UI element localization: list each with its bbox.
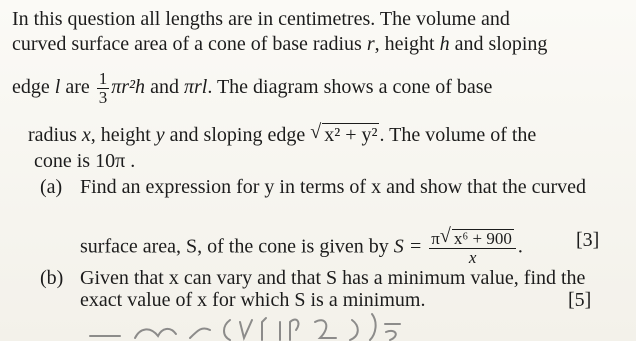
- part-b-marks: [5]: [568, 289, 592, 311]
- handwriting-scribble: [40, 300, 460, 341]
- question-line-5: cone is 10π .: [34, 150, 136, 172]
- part-a-line-2: surface area, S, of the cone is given by S = π √ x⁶ + 900 x .: [80, 225, 523, 267]
- surface-area-formula: πrl: [183, 76, 208, 99]
- part-a-line-1: Find an expression for y in terms of x and show that the curved: [80, 176, 587, 198]
- slope-root: √ x² + y²: [310, 121, 378, 146]
- part-a-label: (a): [40, 176, 63, 198]
- question-line-1: In this question all lengths are in centimetres. The volume and: [12, 8, 510, 30]
- part-b-line-1: Given that x can vary and that S has a minimum value, find the: [80, 267, 586, 289]
- part-b-label: (b): [40, 267, 64, 289]
- s-equation: S =: [393, 235, 423, 258]
- s-fraction: π √ x⁶ + 900 x: [429, 229, 516, 267]
- part-a-marks: [3]: [576, 229, 600, 251]
- volume-fraction: $\frac{1}{3}$: [98, 69, 108, 107]
- part-b-line-2: exact value of x for which S is a minimum.: [80, 289, 426, 311]
- question-line-4: radius x, height y and sloping edge √ x² + y² . The volume of the: [28, 121, 537, 146]
- volume-formula: πr²h: [111, 76, 146, 99]
- question-line-3: edge l are $\frac{1}{3}$ πr²h and πrl. The diagram shows a cone of base: [12, 69, 493, 107]
- question-line-2: curved surface area of a cone of base radius r, height h and sloping: [12, 33, 548, 55]
